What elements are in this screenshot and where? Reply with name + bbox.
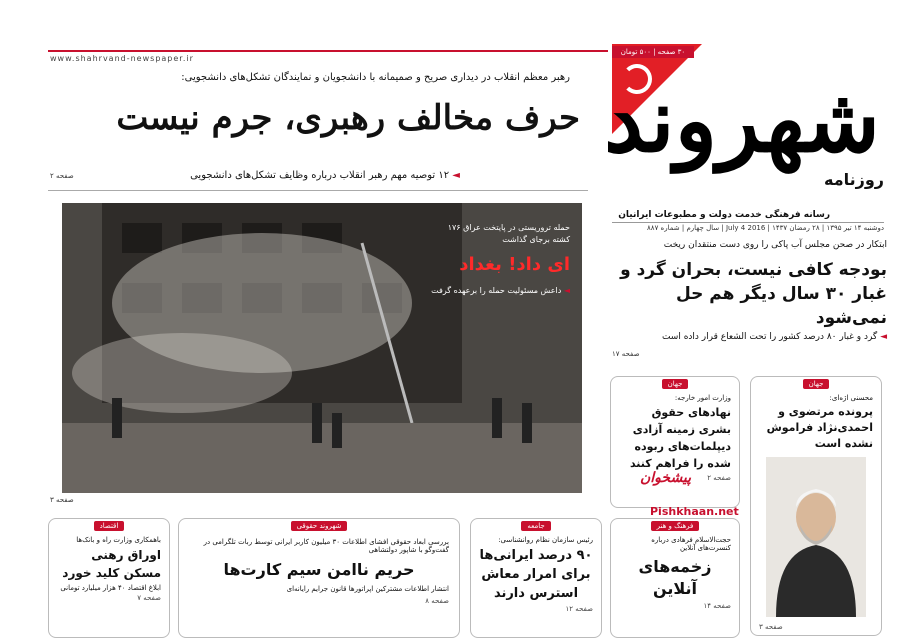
card-kicker: باهمکاری وزارت راه و بانک‌ها — [76, 536, 161, 544]
card-society[interactable] — [470, 518, 602, 638]
card-legal[interactable] — [178, 518, 460, 638]
website-url[interactable]: www.shahrvand-newspaper.ir — [50, 54, 194, 63]
photo-sub — [400, 286, 570, 295]
card-page-ref: صفحه ۲ — [707, 474, 731, 482]
price-badge: ۳۰ صفحه | ۵۰۰ تومان — [612, 46, 694, 58]
photo-page-ref: صفحه ۳ — [50, 496, 74, 504]
card-tag: شهروند حقوقی — [291, 521, 348, 531]
right-sub-text: گرد و غبار ۸۰ درصد کشور را تحت الشعاع قرار داده است — [661, 332, 878, 342]
card-tag: اقتصاد — [94, 521, 125, 531]
card-headline: نهادهای حقوق بشری زمینه آزادی دیپلمات‌های ربوده شده را فراهم کنند — [629, 406, 731, 470]
newspaper-name: شهروند — [603, 68, 880, 172]
card-page-ref: صفحه ۳ — [759, 623, 783, 631]
lead-sub — [180, 170, 460, 181]
ruznameh-label: روزنامه — [824, 170, 884, 189]
card-page-ref: صفحه ۷ — [137, 594, 161, 602]
card-economy[interactable] — [48, 518, 170, 638]
watermark-en: Pishkhaan.net — [650, 505, 739, 518]
card-sub: انتشار اطلاعات مشترکین اپراتورها قانون جرایم رایانه‌ای — [286, 585, 449, 593]
card-kicker: محسنی اژه‌ای: — [829, 394, 873, 402]
divider — [48, 190, 588, 191]
lead-sub-text: ۱۲ توصیه مهم رهبر انقلاب درباره وظایف تشکل‌های دانشجویی — [190, 170, 450, 181]
lead-page-ref: صفحه ۲ — [50, 172, 74, 180]
card-tag: جهان — [662, 379, 689, 389]
card-diplomats[interactable] — [610, 376, 740, 508]
card-page-ref: صفحه ۱۲ — [565, 605, 593, 613]
card-sub: ابلاغ اقتصاد ۴۰ هزار میلیارد تومانی — [60, 584, 161, 592]
lead-kicker: رهبر معظم انقلاب در دیداری صریح و صمیمانه با دانشجویان و نمایندگان تشکل‌های دانشجویی: — [181, 72, 570, 83]
lead-headline[interactable]: حرف مخالف رهبری، جرم نیست — [116, 98, 580, 138]
card-page-ref: صفحه ۱۴ — [703, 602, 731, 610]
bullet-icon: ◄ — [877, 332, 887, 342]
card-kicker: رئیس سازمان نظام روانشناسی: — [498, 536, 593, 544]
card-tag: جامعه — [521, 521, 550, 531]
card-headline: ۹۰ درصد ایرانی‌ها برای امرار معاش استرس دارند — [479, 548, 593, 601]
top-rule — [48, 50, 608, 52]
date-line: دوشنبه ۱۴ تیر ۱۳۹۵ | ۲۸ رمضان ۱۴۳۷ | 2016 July 4 | سال چهارم | شماره ۸۸۷ — [612, 222, 884, 232]
card-kicker: بررسی ابعاد حقوقی افشای اطلاعات ۳۰ میلیون کاربر ایرانی توسط ربات تلگرامی در گفت‌وگو با شاپور دولتشاهی — [203, 538, 449, 554]
card-page-ref: صفحه ۸ — [425, 597, 449, 605]
lead-photo — [62, 203, 582, 493]
photo-headline[interactable]: ای داد! بغداد — [459, 254, 570, 275]
card-culture[interactable] — [610, 518, 740, 638]
photo-sub-text: داعش مسئولیت حمله را برعهده گرفت — [431, 286, 562, 295]
card-headline: زخمه‌های آنلاین — [638, 557, 712, 598]
right-kicker: ابتکار در صحن مجلس آب پاکی را روی دست منتقدان ریخت — [663, 240, 887, 250]
photo-illustration — [62, 203, 582, 493]
card-headline: پرونده مرتضوی و احمدی‌نژاد فراموش نشده است — [766, 405, 873, 450]
right-headline[interactable]: بودجه کافی نیست، بحران گرد و غبار ۳۰ سال دیگر هم حل نمی‌شود — [620, 260, 887, 328]
card-kicker: وزارت امور خارجه: — [674, 394, 731, 402]
card-kicker: حجت‌الاسلام فرهادی درباره کنسرت‌های آنلاین — [651, 536, 731, 552]
card-tag: فرهنگ و هنر — [651, 521, 700, 531]
portrait-image — [766, 457, 866, 617]
slogan: رسانه فرهنگی خدمت دولت و مطبوعات ایرانیان — [618, 210, 830, 220]
photo-kicker: حمله تروریستی در پایتخت عراق ۱۷۶ کشته برجای گذاشت — [447, 223, 570, 244]
card-mortazavi[interactable] — [750, 376, 882, 636]
bullet-icon: ◄ — [561, 286, 570, 295]
card-headline: حریم ناامن سیم کارت‌ها — [223, 560, 415, 579]
card-tag: جهان — [803, 379, 830, 389]
right-sub — [612, 332, 887, 342]
right-page-ref: صفحه ۱۷ — [612, 350, 640, 358]
watermark-fa: پیشخوان — [640, 470, 692, 486]
bullet-icon: ◄ — [449, 170, 460, 181]
card-headline: اوراق رهنی مسکن کلید خورد — [62, 548, 161, 580]
